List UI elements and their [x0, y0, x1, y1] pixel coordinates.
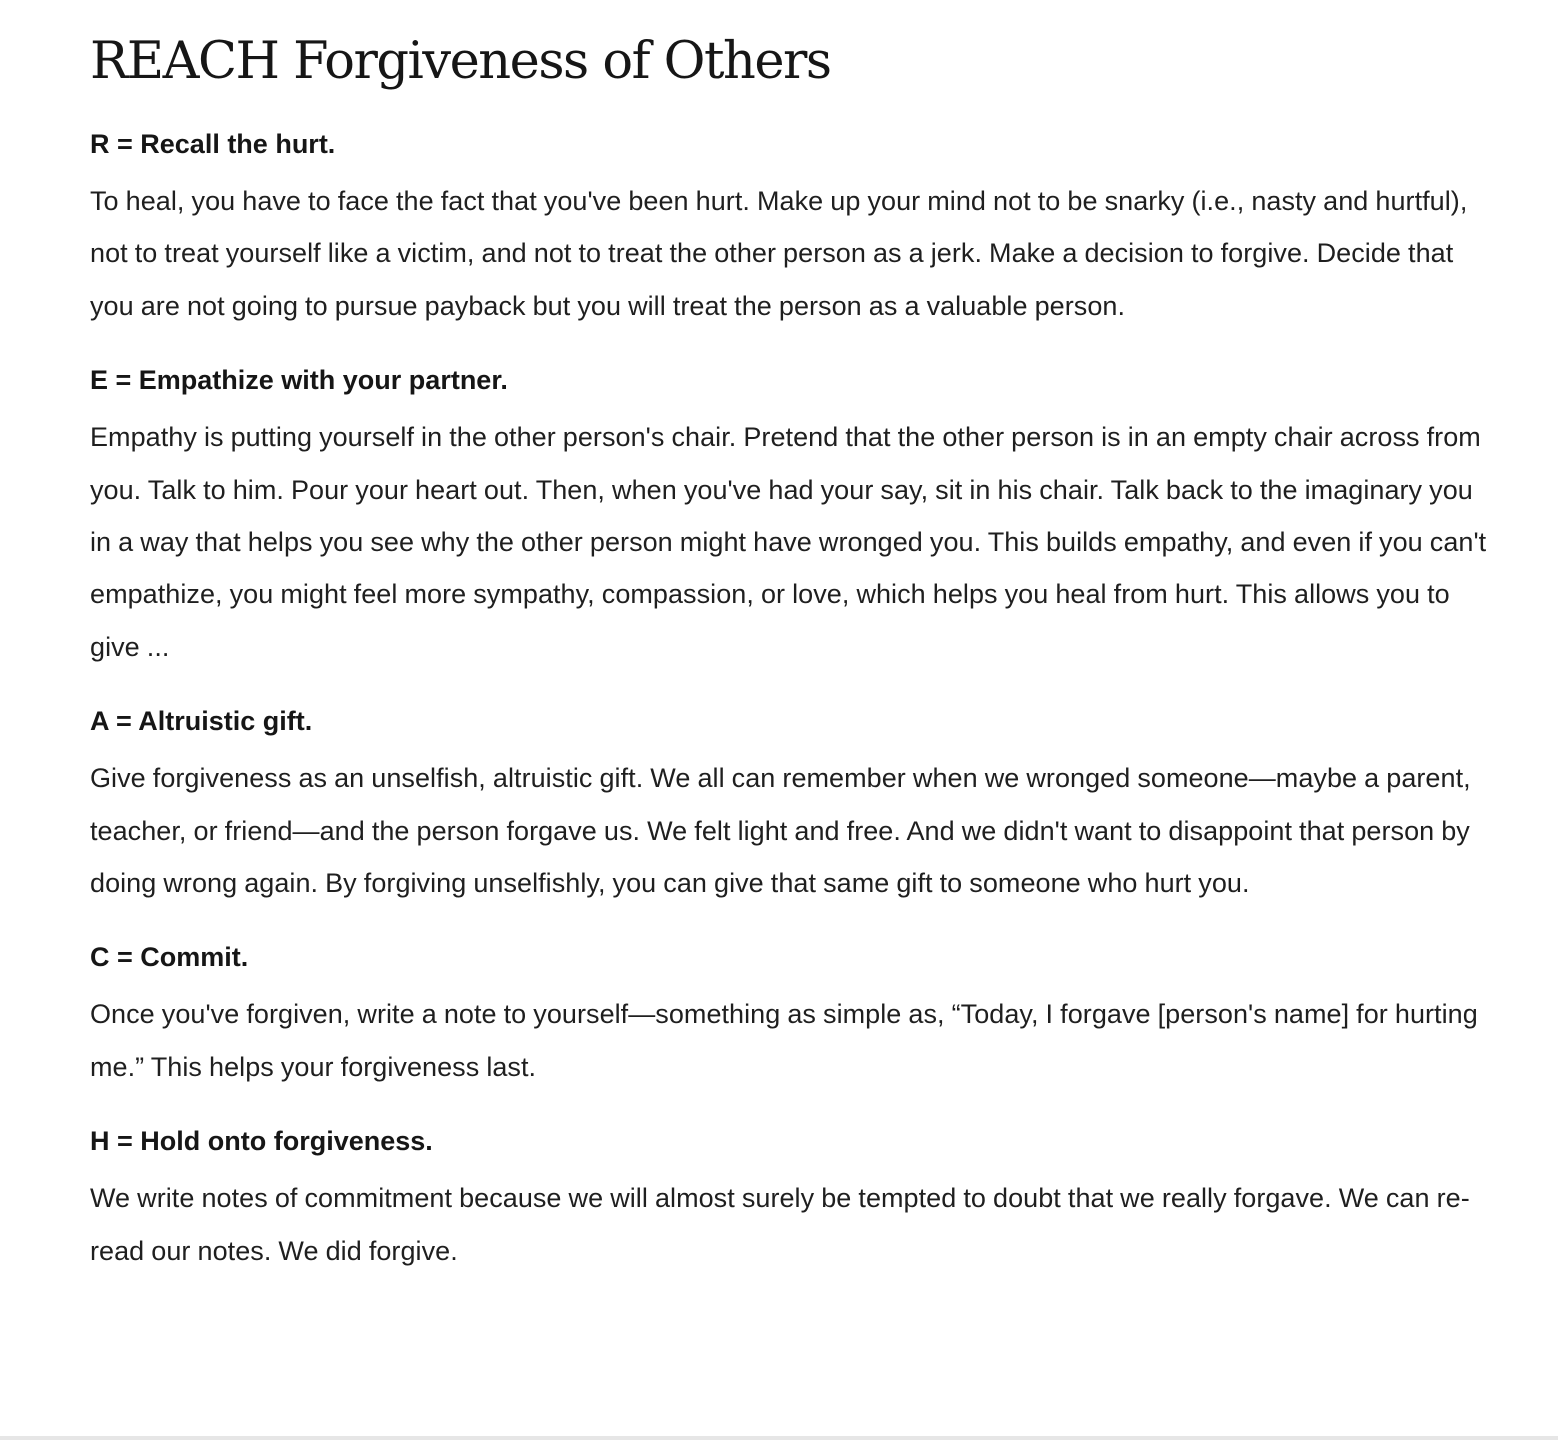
section-heading: A = Altruistic gift. [90, 706, 313, 737]
section-body: Empathy is putting yourself in the other person's chair. Pretend that the other person is in an empty chair across from you. Talk to him. Pour your heart out. Then, when you've had your say, sit in his chair. Talk back to the imaginary you in a way that helps you see why the other person might have wronged you. This builds empathy, and even if you can't empathize, you might feel more sympathy, compassion, or love, which helps you heal from hurt. This allows you to give ... [90, 422, 1487, 662]
section-recall [90, 123, 1490, 332]
document-page [90, 22, 1490, 1277]
section-heading: R = Recall the hurt. [90, 129, 336, 159]
section-heading: H = Hold onto forgiveness. [90, 1126, 433, 1157]
section-altruistic-gift [90, 700, 1490, 909]
section-heading: C = Commit. [90, 942, 249, 973]
page-title: REACH Forgiveness of Others [90, 32, 831, 91]
section-body: We write notes of commitment because we will almost surely be tempted to doubt that we really forgave. We can re-read our notes. We did forgive. [90, 1183, 1470, 1266]
section-empathize [90, 359, 1490, 673]
bottom-divider [0, 1436, 1558, 1440]
section-hold-on [90, 1120, 1490, 1277]
section-body: Once you've forgiven, write a note to yourself—something as simple as, “Today, I forgave [person's name] for hurting me.” This helps your forgiveness last. [90, 999, 1478, 1082]
section-commit [90, 936, 1490, 1093]
section-heading: E = Empathize with your partner. [90, 365, 508, 396]
section-body: Give forgiveness as an unselfish, altruistic gift. We all can remember when we wronged someone—maybe a parent, teacher, or friend—and the person forgave us. We felt light and free. And we didn't want to disappoint that person by doing wrong again. By forgiving unselfishly, you can give that same gift to someone who hurt you. [90, 763, 1471, 899]
section-body: To heal, you have to face the fact that you've been hurt. Make up your mind not to be snarky (i.e., nasty and hurtful), not to treat yourself like a victim, and not to treat the other person as a jerk. Make a decision to forgive. Decide that you are not going to pursue payback but you will treat the person as a valuable person. [90, 186, 1468, 321]
